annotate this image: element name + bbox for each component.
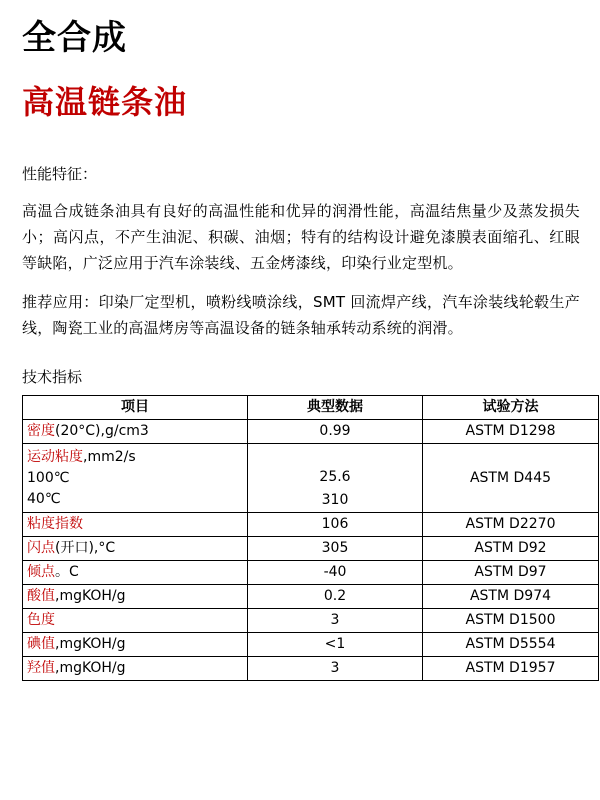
- cell-item-name: 闪点: [27, 540, 55, 557]
- cell-item: [23, 657, 248, 681]
- cell-item-name: 碘值: [27, 636, 55, 653]
- table-row: [23, 609, 599, 633]
- cell-typical: <1: [248, 633, 423, 657]
- cell-method: ASTM D1500: [423, 609, 599, 633]
- table-row: [23, 420, 599, 444]
- cell-typical-blank: [248, 444, 423, 467]
- cell-item: [23, 585, 248, 609]
- table-row: [23, 585, 599, 609]
- cell-subitem-100c: 100℃: [27, 469, 70, 486]
- cell-typical: 106: [248, 513, 423, 537]
- cell-method: ASTM D97: [423, 561, 599, 585]
- cell-item-unit: (开口),°C: [55, 540, 116, 557]
- cell-item: [23, 444, 248, 513]
- cell-typical: -40: [248, 561, 423, 585]
- cell-item: [23, 561, 248, 585]
- cell-item-unit: 。C: [55, 564, 79, 581]
- table-row: [23, 633, 599, 657]
- cell-method: ASTM D1957: [423, 657, 599, 681]
- table-row: [23, 444, 599, 467]
- table-row: [23, 537, 599, 561]
- cell-item: [23, 609, 248, 633]
- cell-method: ASTM D5554: [423, 633, 599, 657]
- page-title-main: 全合成: [22, 18, 127, 58]
- cell-item-name: 密度: [27, 423, 55, 440]
- cell-method: ASTM D1298: [423, 420, 599, 444]
- cell-item-unit: (20°C),g/cm3: [55, 423, 149, 440]
- cell-subitem-40c: 40℃: [27, 490, 61, 507]
- cell-typical-100c: 25.6: [248, 466, 423, 489]
- features-text: 高温合成链条油具有良好的高温性能和优异的润滑性能，高温结焦量少及蒸发损失小；高闪点，不产生油泥、积碳、油烟；特有的结构设计避免漆膜表面缩孔、红眼等缺陷，广泛应用于汽车涂装线、五金烤漆线，印染行业定型机。: [22, 202, 580, 272]
- cell-method: ASTM D445: [423, 444, 599, 513]
- cell-item: [23, 513, 248, 537]
- cell-item-name: 运动粘度: [27, 448, 83, 465]
- table-row: [23, 561, 599, 585]
- cell-method: ASTM D92: [423, 537, 599, 561]
- cell-item-unit: ,mgKOH/g: [55, 660, 126, 677]
- table-row: [23, 513, 599, 537]
- cell-typical: 305: [248, 537, 423, 561]
- applications-text: 推荐应用：印染厂定型机，喷粉线喷涂线，SMT 回流焊产线，汽车涂装线轮毂生产线，陶瓷工业的高温烤房等高温设备的链条轴承转动系统的润滑。: [22, 293, 580, 338]
- cell-method: ASTM D974: [423, 585, 599, 609]
- table-header-row: [23, 396, 599, 420]
- features-label: 性能特征：: [22, 164, 98, 183]
- cell-method: ASTM D2270: [423, 513, 599, 537]
- spec-table: [22, 395, 599, 681]
- cell-typical: 3: [248, 657, 423, 681]
- cell-item: [23, 537, 248, 561]
- cell-item: [23, 633, 248, 657]
- table-header-item: 项目: [23, 396, 248, 420]
- cell-typical: 0.2: [248, 585, 423, 609]
- cell-typical: 0.99: [248, 420, 423, 444]
- cell-item-name: 粘度指数: [27, 516, 83, 533]
- cell-item-name: 酸值: [27, 588, 55, 605]
- table-header-method: 试验方法: [423, 396, 599, 420]
- cell-typical-40c: 310: [248, 489, 423, 513]
- cell-item-unit: ,mgKOH/g: [55, 588, 126, 605]
- cell-item-name: 色度: [27, 612, 55, 629]
- cell-item: [23, 420, 248, 444]
- tech-spec-label: 技术指标: [22, 368, 83, 387]
- cell-typical: 3: [248, 609, 423, 633]
- table-header-typical: 典型数据: [248, 396, 423, 420]
- cell-item-unit: ,mgKOH/g: [55, 636, 126, 653]
- cell-item-name: 倾点: [27, 564, 55, 581]
- cell-item-unit: ,mm2/s: [83, 448, 136, 465]
- table-row: [23, 657, 599, 681]
- page-title-sub: 高温链条油: [22, 83, 188, 122]
- cell-item-name: 羟值: [27, 660, 55, 677]
